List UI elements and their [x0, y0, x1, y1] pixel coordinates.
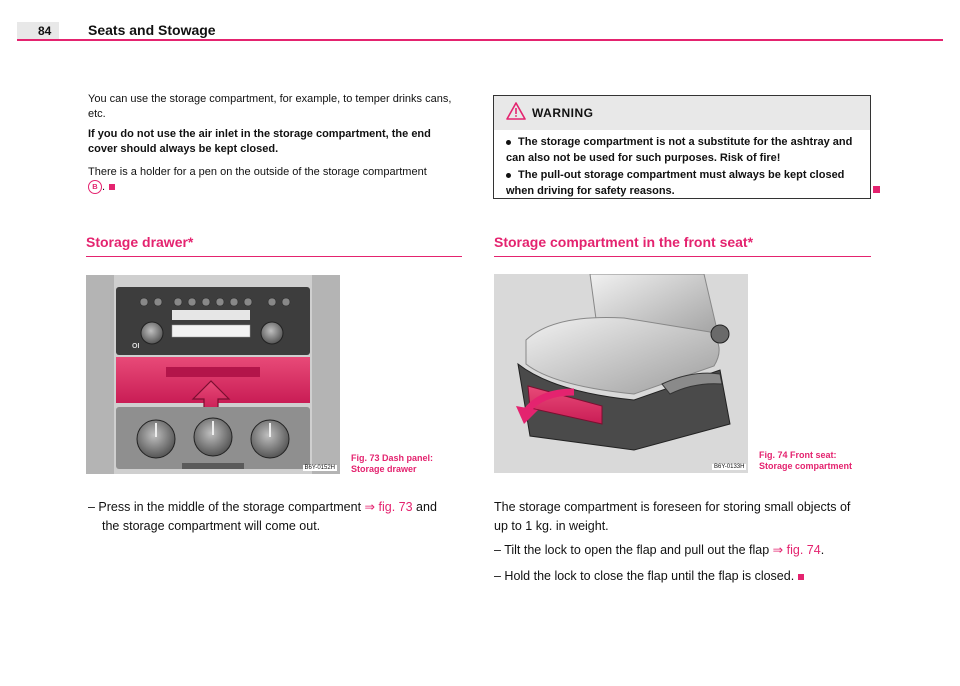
figure-73-caption-line-2: Storage drawer: [351, 464, 417, 474]
step-1-tail: .: [820, 543, 825, 557]
arrow-icon: ⇒: [772, 543, 784, 557]
front-seat-rule: [494, 256, 871, 257]
warning-box: [493, 95, 871, 199]
warning-title: WARNING: [532, 106, 594, 120]
page-number: 84: [38, 24, 52, 38]
section-end-marker: [109, 184, 115, 190]
reference-b-badge: B: [88, 180, 102, 194]
intro-paragraph-3-tail: .: [102, 181, 106, 193]
storage-drawer-rule: [86, 256, 462, 257]
figure-73-caption-line-1: Fig. 73 Dash panel:: [351, 453, 434, 463]
step-text: – Press in the middle of the storage compartment: [88, 500, 365, 514]
intro-paragraph-3-text: There is a holder for a pen on the outside of the storage compartment: [88, 166, 427, 178]
description-line-1: The storage compartment is foreseen for storing small objects of: [494, 500, 851, 514]
front-seat-step-1: [494, 541, 894, 560]
bullet-icon: [506, 173, 511, 178]
header-rule: [17, 39, 943, 41]
figure-74-caption-line-1: Fig. 74 Front seat:: [759, 450, 837, 460]
warning-triangle-icon: [506, 102, 526, 120]
step-2-text: – Hold the lock to close the flap until the flap is closed.: [494, 569, 795, 583]
warning-item-1: [506, 134, 864, 166]
intro-paragraph-3: [88, 165, 460, 195]
warning-item-2-text: The pull-out storage compartment must always be kept closed when driving for safety reasons.: [506, 169, 845, 197]
figure-73-caption: [351, 453, 433, 475]
figure-73-dash-panel: [86, 275, 340, 474]
arrow-icon: ⇒: [364, 500, 376, 514]
bullet-icon: [506, 140, 511, 145]
front-seat-illustration: [494, 274, 748, 473]
step-1-text: – Tilt the lock to open the flap and pull out the flap: [494, 543, 773, 557]
description-line-2: up to 1 kg. in weight.: [494, 519, 609, 533]
section-end-marker: [798, 574, 804, 580]
figure-74-caption: [759, 450, 852, 472]
step-text-line-2: the storage compartment will come out.: [102, 519, 321, 533]
chapter-title: Seats and Stowage: [88, 22, 216, 38]
step-text-mid: and: [412, 500, 437, 514]
intro-paragraph-2: If you do not use the air inlet in the storage compartment, the end cover should always be kept closed.: [88, 128, 431, 155]
storage-drawer-heading: Storage drawer*: [86, 234, 194, 250]
warning-end-marker: [873, 186, 880, 193]
figure-73-code: B6Y-0152H: [304, 465, 335, 471]
intro-paragraph-1: You can use the storage compartment, for example, to temper drinks cans, etc.: [88, 93, 452, 120]
front-seat-step-2: [494, 567, 894, 586]
figure-74-link[interactable]: fig. 74: [786, 543, 821, 557]
dash-panel-illustration: [86, 275, 340, 474]
warning-item-2: [506, 167, 864, 199]
figure-74-code: B6Y-0133H: [714, 464, 745, 470]
storage-drawer-step: [88, 498, 468, 536]
figure-73-link[interactable]: fig. 73: [378, 500, 413, 514]
front-seat-description: [494, 498, 884, 536]
radio-label: OI: [132, 343, 140, 350]
figure-74-front-seat: [494, 274, 748, 473]
front-seat-heading: Storage compartment in the front seat*: [494, 234, 754, 250]
figure-74-caption-line-2: Storage compartment: [759, 461, 853, 471]
warning-item-1-text: The storage compartment is not a substitute for the ashtray and can also not be used for such purposes. Risk of fire!: [506, 136, 853, 164]
